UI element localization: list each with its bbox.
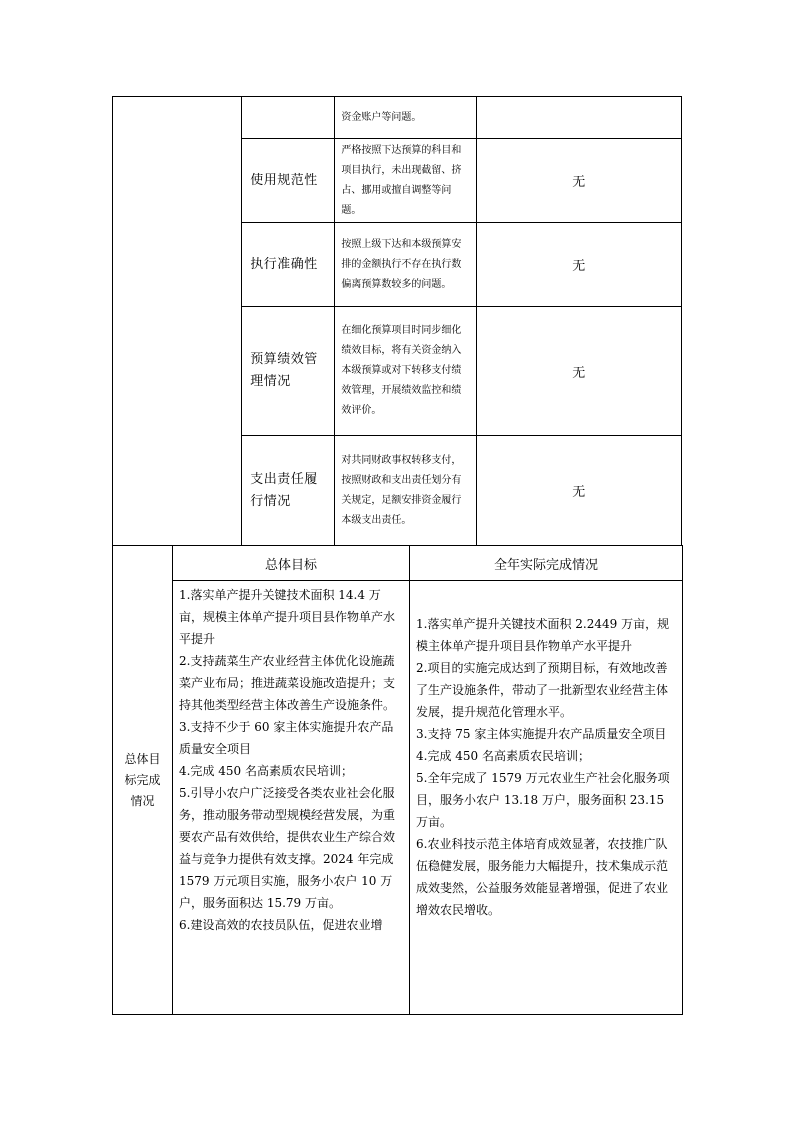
standard-cell: 严格按照下达预算的科目和项目执行，未出现截留、挤占、挪用或擅自调整等问题。: [335, 139, 476, 223]
result-cell: 无: [476, 436, 681, 546]
result-cell: 无: [476, 307, 681, 436]
criterion-cell: 使用规范性: [242, 139, 335, 223]
table-row: [113, 581, 683, 1015]
column-header-actual: 全年实际完成情况: [410, 546, 683, 581]
list-item: 1.落实单产提升关键技术面积 2.2449 万亩，规模主体单产提升项目县作物单产水平提升: [416, 617, 670, 653]
list-item: 3.支持不少于 60 家主体实施提升农产品质量安全项目: [179, 720, 394, 756]
criterion-cell: 支出责任履行情况: [242, 436, 335, 546]
result-cell: [476, 97, 681, 139]
standard-cell: 资金账户等问题。: [335, 97, 476, 139]
goal-completion-table: [112, 545, 683, 1015]
standard-cell: 对共同财政事权转移支付，按照财政和支出责任划分有关规定，足额安排资金履行本级支出责任。: [335, 436, 476, 546]
column-header-goal: 总体目标: [173, 546, 410, 581]
category-cell: [113, 97, 242, 546]
list-item: 5.全年完成了 1579 万元农业生产社会化服务项目，服务小农户 13.18 万户，服务面积 23.15 万亩。: [416, 771, 670, 829]
list-item: 4.完成 450 名高素质农民培训；: [416, 749, 590, 763]
table-header-row: [113, 546, 683, 581]
standard-cell: 在细化预算项目时同步细化绩效目标，将有关资金纳入本级预算或对下转移支付绩效管理，开展绩效监控和绩效评价。: [335, 307, 476, 436]
criterion-cell: [242, 97, 335, 139]
budget-execution-table: [112, 96, 682, 546]
list-item: 2.支持蔬菜生产农业经营主体优化设施蔬菜产业布局；推进蔬菜设施改造提升；支持其他类型经营主体改善生产设施条件。: [179, 654, 396, 712]
side-label: 总体目标完成情况: [113, 546, 173, 1015]
table-row: [113, 97, 682, 139]
criterion-cell: 执行准确性: [242, 223, 335, 307]
result-cell: 无: [476, 139, 681, 223]
list-item: 6.农业科技示范主体培育成效显著，农技推广队伍稳健发展，服务能力大幅提升，技术集成示范成效斐然，公益服务效能显著增强，促进了农业增效农民增收。: [416, 837, 669, 917]
actual-list: [410, 581, 683, 1015]
list-item: 5.引导小农户广泛接受各类农业社会化服务，推动服务带动型规模经营发展，为重要农产品有效供给，提供农业生产综合效益与竞争力提供有效支撑。2024 年完成 1579 万元项目实施，服务小农户 10 万户，服务面积达 15.79 万亩。: [179, 786, 396, 910]
list-item: 4.完成 450 名高素质农民培训；: [179, 764, 353, 778]
list-item: 6.建设高效的农技员队伍，促进农业增: [179, 918, 383, 932]
result-cell: 无: [476, 223, 681, 307]
goal-list: [173, 581, 410, 1015]
list-item: 2.项目的实施完成达到了预期目标，有效地改善了生产设施条件，带动了一批新型农业经营主体发展，提升规范化管理水平。: [416, 661, 669, 719]
list-item: 3.支持 75 家主体实施提升农产品质量安全项目: [416, 727, 667, 741]
list-item: 1.落实单产提升关键技术面积 14.4 万亩，规模主体单产提升项目县作物单产水平提升: [179, 588, 396, 646]
criterion-cell: 预算绩效管理情况: [242, 307, 335, 436]
standard-cell: 按照上级下达和本级预算安排的金额执行不存在执行数偏离预算数较多的问题。: [335, 223, 476, 307]
